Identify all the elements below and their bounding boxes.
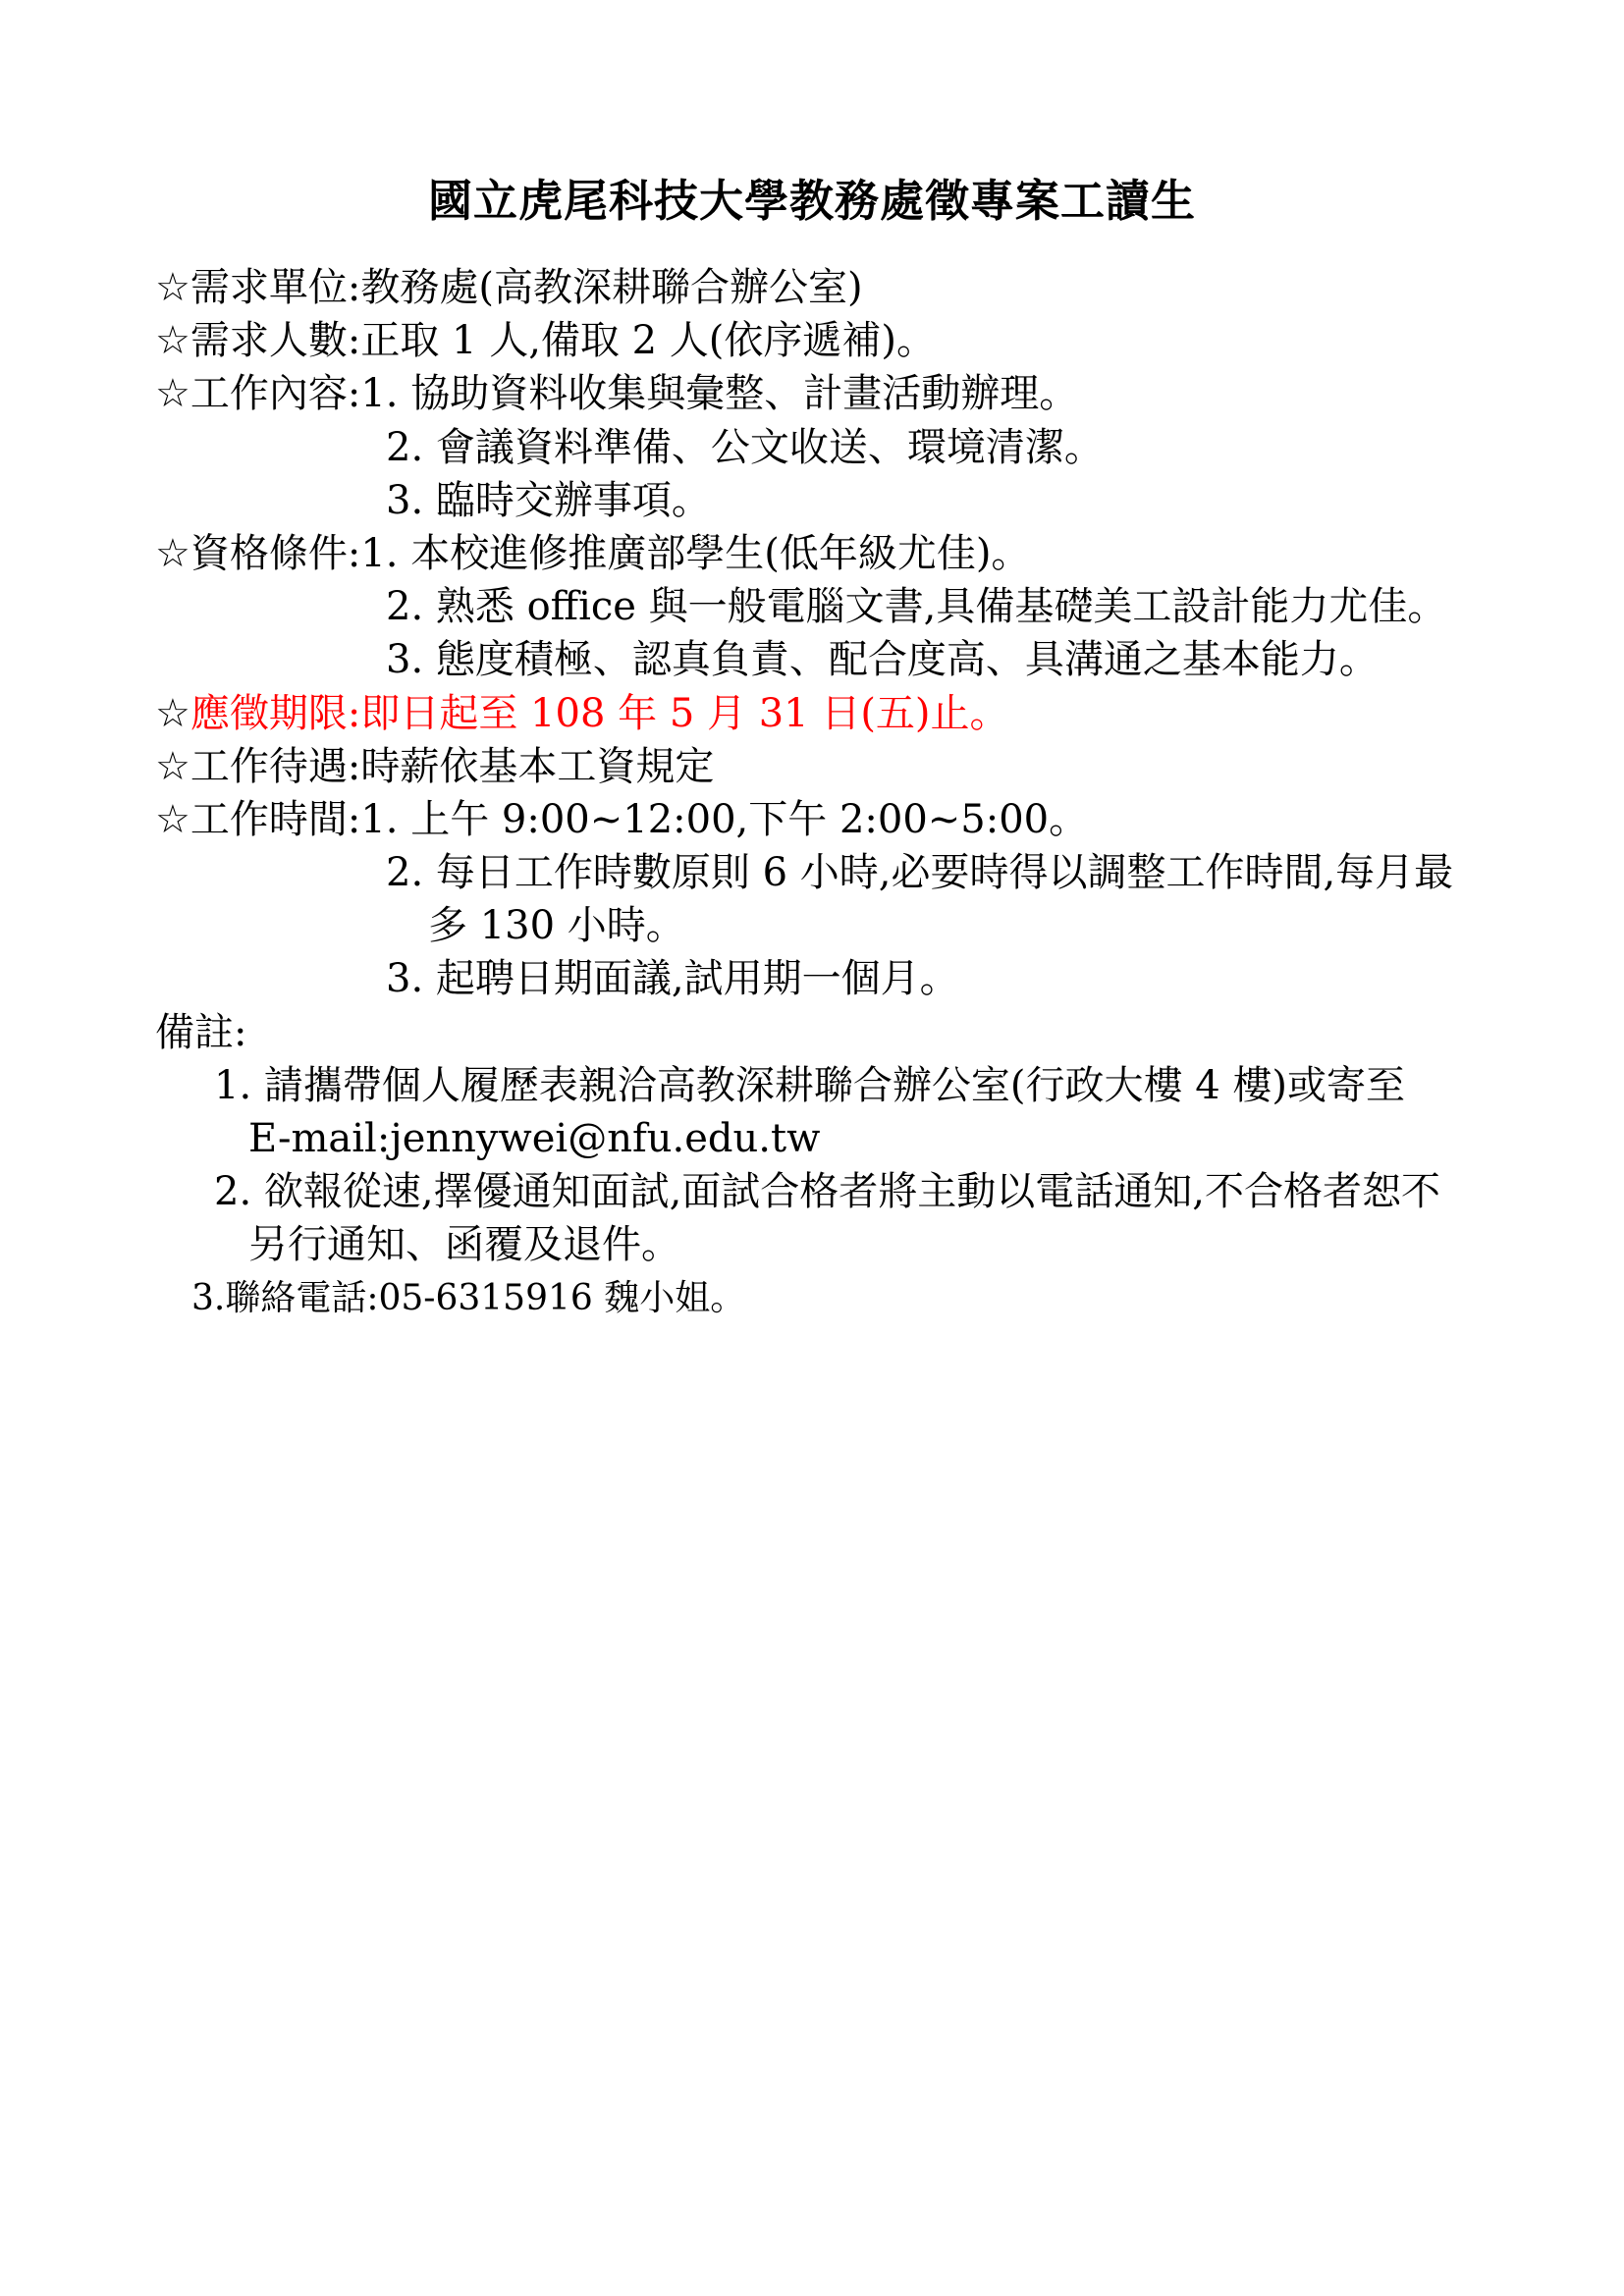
line-text: 工作內容:1. 協助資料收集與彙整、計畫活動辦理。 bbox=[189, 371, 1079, 417]
line-text: 多 130 小時。 bbox=[428, 903, 685, 949]
line-text: 需求單位:教務處(高教深耕聯合辦公室) bbox=[189, 265, 863, 310]
star-icon: ☆ bbox=[155, 690, 190, 736]
line-remark-2 bbox=[155, 1165, 1585, 1218]
line-work-hours-item-2-continued bbox=[155, 899, 1585, 952]
line-text: 2. 熟悉 office 與一般電腦文書,具備基礎美工設計能力尤佳。 bbox=[386, 584, 1447, 630]
line-text: 備註: bbox=[155, 1009, 247, 1055]
line-remark-3-phone bbox=[155, 1272, 1585, 1325]
line-work-hours-item-3 bbox=[155, 952, 1585, 1005]
line-qualification-item-1 bbox=[155, 527, 1585, 580]
line-text: 3. 起聘日期面議,試用期一個月。 bbox=[386, 956, 959, 1002]
line-text: 3. 臨時交辦事項。 bbox=[386, 477, 711, 523]
line-text: 工作時間:1. 上午 9:00~12:00,下午 2:00~5:00。 bbox=[189, 796, 1089, 842]
line-job-content-item-1 bbox=[155, 367, 1585, 420]
star-icon: ☆ bbox=[155, 265, 190, 310]
line-pay bbox=[155, 740, 1585, 793]
line-text: 1. 請攜帶個人履歷表親洽高教深耕聯合辦公室(行政大樓 4 樓)或寄至 bbox=[214, 1062, 1405, 1108]
page-title: 國立虎尾科技大學教務處徵專案工讀生 bbox=[427, 175, 1196, 227]
line-need-unit bbox=[155, 261, 1585, 314]
line-work-hours-item-1 bbox=[155, 793, 1585, 846]
line-remark-1 bbox=[155, 1059, 1585, 1112]
line-text: 另行通知、函覆及退件。 bbox=[248, 1222, 680, 1268]
line-remark-1-email bbox=[155, 1112, 1585, 1165]
line-qualification-item-2 bbox=[155, 580, 1585, 633]
line-text: 2. 每日工作時數原則 6 小時,必要時得以調整工作時間,每月最 bbox=[386, 850, 1454, 896]
line-work-hours-item-2 bbox=[155, 846, 1585, 899]
star-icon: ☆ bbox=[155, 743, 190, 789]
line-application-deadline bbox=[155, 687, 1585, 740]
line-qualification-item-3 bbox=[155, 633, 1585, 686]
star-icon: ☆ bbox=[155, 318, 190, 364]
star-icon: ☆ bbox=[155, 796, 190, 842]
line-text: 資格條件:1. 本校進修推廣部學生(低年級尤佳)。 bbox=[189, 530, 1031, 576]
line-job-content-item-2 bbox=[155, 421, 1585, 474]
star-icon: ☆ bbox=[155, 530, 190, 576]
email-text: E-mail:jennywei@nfu.edu.tw bbox=[248, 1116, 821, 1161]
line-remarks-header bbox=[155, 1006, 1585, 1059]
deadline-text: 應徵期限:即日起至 108 年 5 月 31 日(五)止。 bbox=[189, 690, 1009, 736]
line-text: 3. 態度積極、認真負責、配合度高、具溝通之基本能力。 bbox=[386, 637, 1379, 683]
phone-text: 3.聯絡電話:05-6315916 魏小姐。 bbox=[191, 1277, 746, 1318]
line-job-content-item-3 bbox=[155, 474, 1585, 527]
line-remark-2-continued bbox=[155, 1218, 1585, 1271]
line-text: 工作待遇:時薪依基本工資規定 bbox=[189, 743, 715, 789]
line-need-count bbox=[155, 314, 1585, 367]
document-body bbox=[155, 261, 1585, 1325]
line-text: 需求人數:正取 1 人,備取 2 人(依序遞補)。 bbox=[189, 318, 937, 364]
line-text: 2. 會議資料準備、公文收送、環境清潔。 bbox=[386, 424, 1104, 470]
star-icon: ☆ bbox=[155, 371, 190, 417]
line-text: 2. 欲報從速,擇優通知面試,面試合格者將主動以電話通知,不合格者恕不 bbox=[214, 1169, 1441, 1215]
